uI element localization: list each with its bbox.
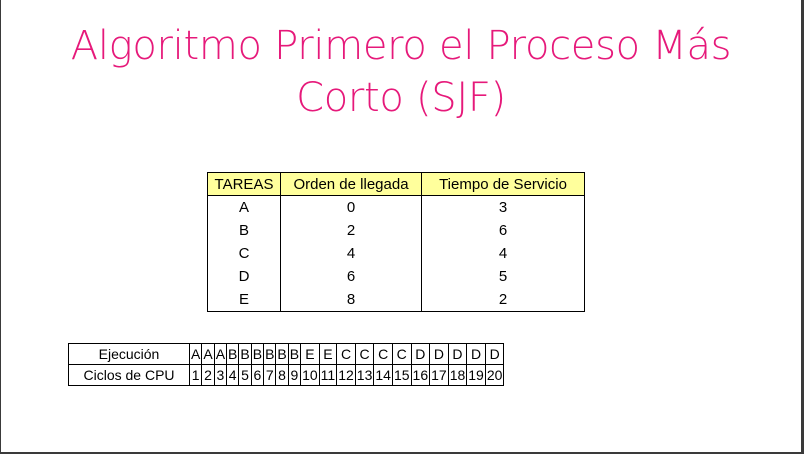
cycle-cell: 18 — [448, 365, 467, 386]
task-cell: A — [208, 196, 281, 220]
execution-row — [69, 344, 504, 365]
execution-table — [68, 343, 504, 386]
service-cell: 4 — [422, 242, 585, 265]
title-line-1: Algoritmo Primero el Proceso Más — [70, 23, 732, 69]
arrival-cell: 2 — [281, 219, 422, 242]
header-tiempo-servicio: Tiempo de Servicio — [422, 173, 585, 196]
cycle-cell: 10 — [301, 365, 320, 386]
cycle-cell: 19 — [467, 365, 486, 386]
cycle-cell: 13 — [355, 365, 374, 386]
service-cell: 3 — [422, 196, 585, 220]
cycle-cell: 2 — [202, 365, 214, 386]
execution-cell: E — [319, 344, 337, 365]
execution-cell: B — [276, 344, 288, 365]
execution-cell: C — [374, 344, 393, 365]
execution-cell: C — [392, 344, 411, 365]
table-row — [208, 288, 585, 312]
cycles-row — [69, 365, 504, 386]
cycles-label: Ciclos de CPU — [69, 365, 190, 386]
execution-label: Ejecución — [69, 344, 190, 365]
execution-cell: C — [337, 344, 356, 365]
task-cell: B — [208, 219, 281, 242]
execution-cell: D — [485, 344, 504, 365]
cycle-cell: 3 — [214, 365, 226, 386]
execution-cell: B — [288, 344, 300, 365]
cycle-cell: 9 — [288, 365, 300, 386]
table-row — [208, 219, 585, 242]
slide-title — [1, 20, 801, 124]
header-orden-llegada: Orden de llegada — [281, 173, 422, 196]
arrival-cell: 0 — [281, 196, 422, 220]
table-row — [208, 242, 585, 265]
process-header-row — [208, 173, 585, 196]
cycle-cell: 12 — [337, 365, 356, 386]
execution-cell: A — [202, 344, 214, 365]
execution-cell: B — [264, 344, 276, 365]
arrival-cell: 8 — [281, 288, 422, 312]
execution-cell: C — [355, 344, 374, 365]
task-cell: D — [208, 265, 281, 288]
cycle-cell: 5 — [239, 365, 251, 386]
cycle-cell: 16 — [411, 365, 430, 386]
service-cell: 6 — [422, 219, 585, 242]
title-line-2: Corto (SJF) — [296, 75, 506, 121]
table-row — [208, 265, 585, 288]
execution-cell: E — [301, 344, 320, 365]
cycle-cell: 1 — [190, 365, 202, 386]
execution-cell: A — [190, 344, 202, 365]
task-cell: C — [208, 242, 281, 265]
task-cell: E — [208, 288, 281, 312]
cycle-cell: 7 — [264, 365, 276, 386]
cycle-cell: 20 — [485, 365, 504, 386]
execution-cell: A — [214, 344, 226, 365]
cycle-cell: 17 — [430, 365, 449, 386]
slide — [1, 0, 801, 452]
table-row — [208, 196, 585, 220]
cycle-cell: 4 — [227, 365, 239, 386]
arrival-cell: 4 — [281, 242, 422, 265]
cycle-cell: 11 — [319, 365, 337, 386]
execution-cell: B — [251, 344, 263, 365]
service-cell: 5 — [422, 265, 585, 288]
execution-cell: D — [411, 344, 430, 365]
cycle-cell: 6 — [251, 365, 263, 386]
cycle-cell: 14 — [374, 365, 393, 386]
execution-cell: B — [227, 344, 239, 365]
execution-cell: D — [430, 344, 449, 365]
header-tareas: TAREAS — [208, 173, 281, 196]
service-cell: 2 — [422, 288, 585, 312]
cycle-cell: 15 — [392, 365, 411, 386]
execution-cell: B — [239, 344, 251, 365]
cycle-cell: 8 — [276, 365, 288, 386]
process-table — [207, 172, 585, 312]
execution-cell: D — [467, 344, 486, 365]
arrival-cell: 6 — [281, 265, 422, 288]
execution-cell: D — [448, 344, 467, 365]
